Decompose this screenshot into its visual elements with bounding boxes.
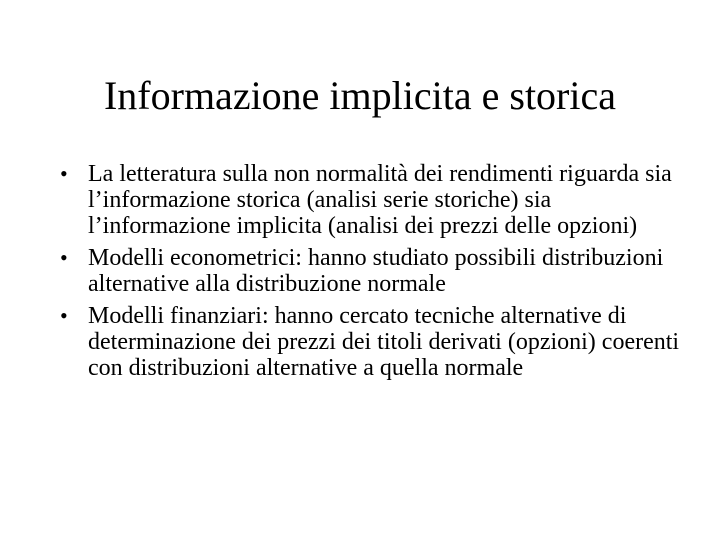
bullet-list [60,161,680,387]
bullet-text: Modelli econometrici: hanno studiato possibili distribuzioni alternative alla distribuzione normale [88,245,664,297]
bullet-item [60,303,680,381]
bullet-marker: • [60,303,68,328]
slide-title: Informazione implicita e storica [103,73,616,118]
bullet-marker: • [60,245,68,270]
bullet-text: La letteratura sulla non normalità dei rendimenti riguarda sia l’informazione storica (analisi serie storiche) sia l’informazione implicita (analisi dei prezzi delle opzioni) [88,161,672,239]
bullet-item [60,245,680,297]
bullet-text: Modelli finanziari: hanno cercato tecniche alternative di determinazione dei prezzi dei titoli derivati (opzioni) coerenti con distribuzioni alternative a quella normale [88,303,680,381]
bullet-marker: • [60,161,68,186]
bullet-item [60,161,680,239]
